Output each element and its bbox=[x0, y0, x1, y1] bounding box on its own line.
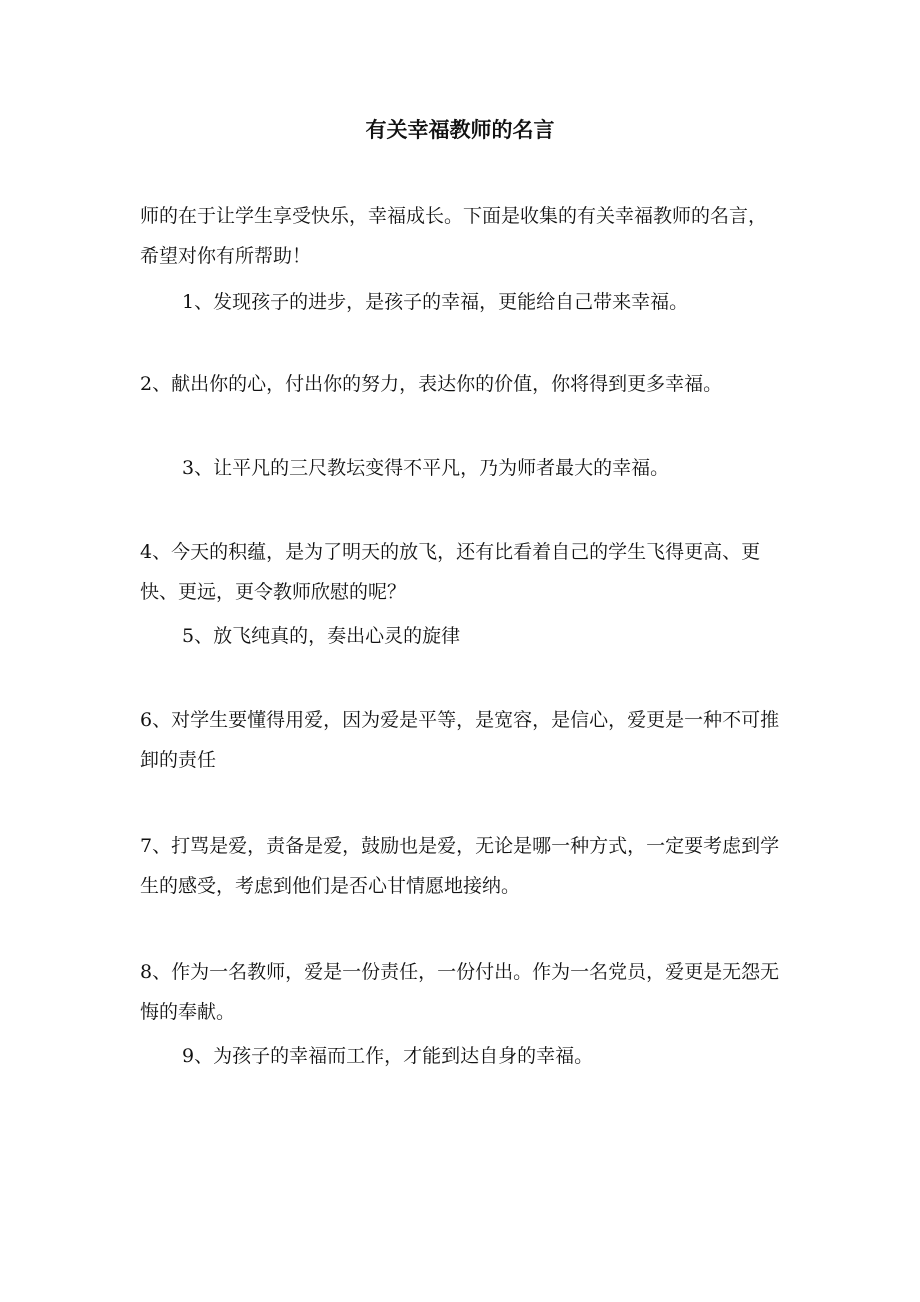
quote-1: 1、发现孩子的进步，是孩子的幸福，更能给自己带来幸福。 bbox=[182, 291, 689, 313]
quote-9: 9、为孩子的幸福而工作，才能到达自身的幸福。 bbox=[182, 1045, 594, 1067]
intro-paragraph: 师的在于让学生享受快乐，幸福成长。下面是收集的有关幸福教师的名言，希望对你有所帮助！ bbox=[140, 205, 768, 267]
quote-4: 4、今天的积蕴，是为了明天的放飞，还有比看着自己的学生飞得更高、更快、更远，更令教师欣慰的呢？ bbox=[140, 541, 761, 603]
quote-7: 7、打骂是爱，责备是爱，鼓励也是爱，无论是哪一种方式，一定要考虑到学生的感受，考虑到他们是否心甘情愿地接纳。 bbox=[140, 835, 780, 897]
quote-6: 6、对学生要懂得用爱，因为爱是平等，是宽容，是信心，爱更是一种不可推卸的责任 bbox=[140, 709, 780, 771]
quote-8: 8、作为一名教师，爱是一份责任，一份付出。作为一名党员，爱更是无怨无悔的奉献。 bbox=[140, 961, 780, 1023]
quote-3: 3、让平凡的三尺教坛变得不平凡，乃为师者最大的幸福。 bbox=[182, 457, 670, 479]
quote-5: 5、放飞纯真的，奏出心灵的旋律 bbox=[182, 625, 461, 647]
document-title: 有关幸福教师的名言 bbox=[365, 117, 555, 142]
quote-2: 2、献出你的心，付出你的努力，表达你的价值，你将得到更多幸福。 bbox=[140, 373, 723, 395]
